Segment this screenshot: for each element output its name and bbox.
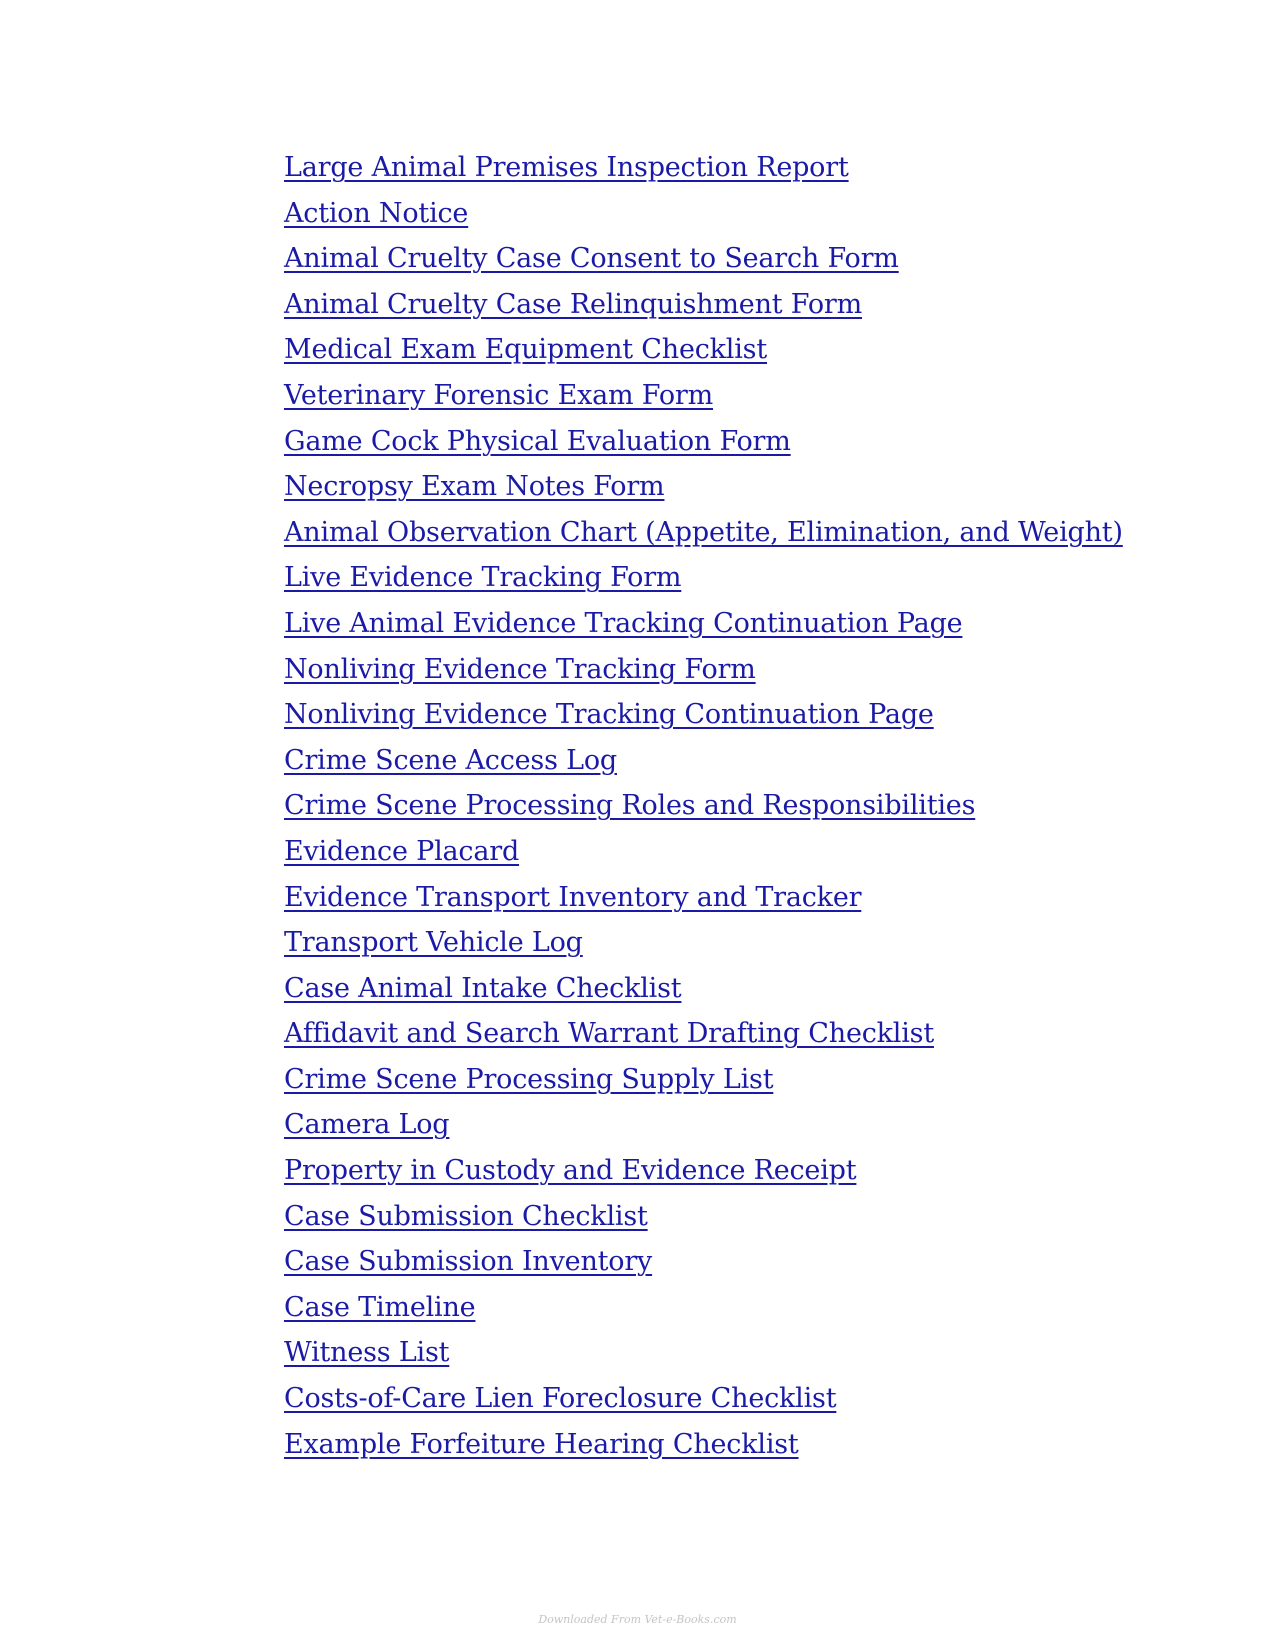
link-costs-of-care-lien-foreclosure-checklist[interactable]: Costs-of-Care Lien Foreclosure Checklist xyxy=(284,1383,837,1415)
list-item xyxy=(284,829,1123,875)
link-action-notice[interactable]: Action Notice xyxy=(284,197,469,229)
list-item xyxy=(284,875,1123,921)
list-item xyxy=(284,738,1123,784)
list-item xyxy=(284,1102,1123,1148)
list-item xyxy=(284,1285,1123,1331)
list-item xyxy=(284,920,1123,966)
link-case-timeline[interactable]: Case Timeline xyxy=(284,1291,476,1323)
link-animal-observation-chart[interactable]: Animal Observation Chart (Appetite, Elimination, and Weight) xyxy=(284,516,1123,548)
list-item xyxy=(284,373,1123,419)
forms-link-list xyxy=(284,145,1123,1467)
link-veterinary-forensic-exam-form[interactable]: Veterinary Forensic Exam Form xyxy=(284,379,714,411)
link-crime-scene-access-log[interactable]: Crime Scene Access Log xyxy=(284,744,617,776)
list-item xyxy=(284,1330,1123,1376)
link-property-in-custody-evidence-receipt[interactable]: Property in Custody and Evidence Receipt xyxy=(284,1155,857,1187)
footer-watermark: Downloaded From Vet-e-Books.com xyxy=(538,1613,737,1626)
link-evidence-transport-inventory-and-tracker[interactable]: Evidence Transport Inventory and Tracker xyxy=(284,881,862,913)
link-crime-scene-processing-supply-list[interactable]: Crime Scene Processing Supply List xyxy=(284,1063,774,1095)
link-case-submission-inventory[interactable]: Case Submission Inventory xyxy=(284,1246,653,1278)
link-live-animal-evidence-tracking-continuation-page[interactable]: Live Animal Evidence Tracking Continuation Page xyxy=(284,607,963,639)
link-affidavit-search-warrant-checklist[interactable]: Affidavit and Search Warrant Drafting Checklist xyxy=(284,1018,934,1050)
link-camera-log[interactable]: Camera Log xyxy=(284,1109,450,1141)
link-crime-scene-processing-roles[interactable]: Crime Scene Processing Roles and Responsibilities xyxy=(284,790,976,822)
link-witness-list[interactable]: Witness List xyxy=(284,1337,450,1369)
link-necropsy-exam-notes-form[interactable]: Necropsy Exam Notes Form xyxy=(284,471,665,503)
list-item xyxy=(284,1376,1123,1422)
list-item xyxy=(284,191,1123,237)
link-game-cock-physical-evaluation-form[interactable]: Game Cock Physical Evaluation Form xyxy=(284,425,791,457)
list-item xyxy=(284,692,1123,738)
list-item xyxy=(284,236,1123,282)
list-item xyxy=(284,966,1123,1012)
link-live-evidence-tracking-form[interactable]: Live Evidence Tracking Form xyxy=(284,562,682,594)
link-case-submission-checklist[interactable]: Case Submission Checklist xyxy=(284,1200,648,1232)
link-evidence-placard[interactable]: Evidence Placard xyxy=(284,835,520,867)
list-item xyxy=(284,1422,1123,1468)
list-item xyxy=(284,510,1123,556)
link-case-animal-intake-checklist[interactable]: Case Animal Intake Checklist xyxy=(284,972,682,1004)
link-relinquishment-form[interactable]: Animal Cruelty Case Relinquishment Form xyxy=(284,288,863,320)
list-item xyxy=(284,555,1123,601)
link-transport-vehicle-log[interactable]: Transport Vehicle Log xyxy=(284,927,583,959)
list-item xyxy=(284,647,1123,693)
list-item xyxy=(284,282,1123,328)
link-nonliving-evidence-tracking-continuation-page[interactable]: Nonliving Evidence Tracking Continuation Page xyxy=(284,699,934,731)
list-item xyxy=(284,601,1123,647)
list-item xyxy=(284,419,1123,465)
list-item xyxy=(284,145,1123,191)
link-large-animal-premises-inspection-report[interactable]: Large Animal Premises Inspection Report xyxy=(284,152,849,183)
list-item xyxy=(284,1239,1123,1285)
list-item xyxy=(284,783,1123,829)
link-example-forfeiture-hearing-checklist[interactable]: Example Forfeiture Hearing Checklist xyxy=(284,1428,799,1460)
list-item xyxy=(284,1148,1123,1194)
list-item xyxy=(284,327,1123,373)
list-item xyxy=(284,1057,1123,1103)
list-item xyxy=(284,464,1123,510)
link-medical-exam-equipment-checklist[interactable]: Medical Exam Equipment Checklist xyxy=(284,334,767,366)
list-item xyxy=(284,1011,1123,1057)
link-nonliving-evidence-tracking-form[interactable]: Nonliving Evidence Tracking Form xyxy=(284,653,756,685)
list-item xyxy=(284,1194,1123,1240)
link-consent-to-search-form[interactable]: Animal Cruelty Case Consent to Search Form xyxy=(284,243,899,275)
